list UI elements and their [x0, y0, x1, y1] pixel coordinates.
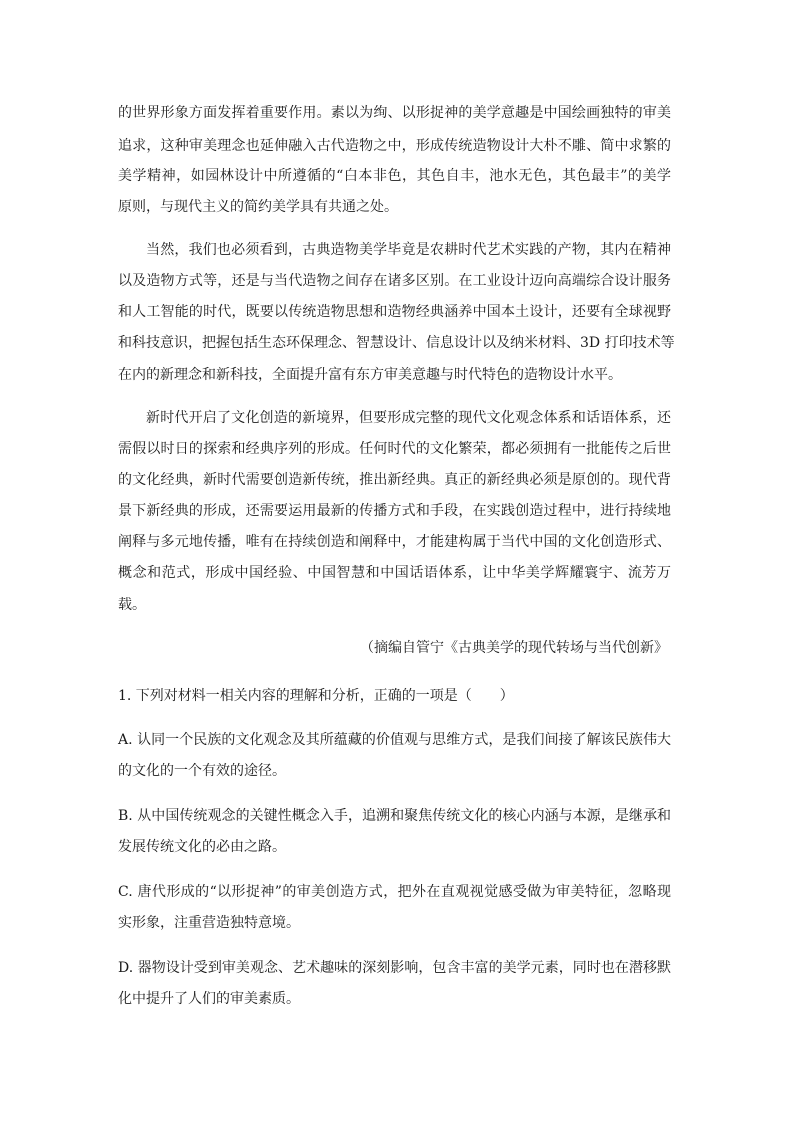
paragraph-2-line-4: 和科技意识，把握包括生态环保理念、智慧设计、信息设计以及纳米材料、3D 打印技术等: [118, 335, 675, 351]
paragraph-1-line-3: 美学精神，如园林设计中所遵循的“白本非色，其色自丰，池水无色，其色最丰”的美学: [118, 168, 671, 184]
paragraph-1-line-2: 追求，这种审美理念也延伸融入古代造物之中，形成传统造物设计大朴不雕、简中求繁的: [118, 138, 671, 154]
option-c-line-1: C. 唐代形成的“以形捉神”的审美创造方式，把外在直观视觉感受做为审美特征，忽略现: [118, 884, 671, 900]
option-d-line-2: 化中提升了人们的审美素质。: [118, 991, 300, 1007]
paragraph-3-line-4: 景下新经典的形成，还需要运用最新的传播方式和手段，在实践创造过程中，进行持续地: [118, 503, 671, 519]
option-a-line-2: 的文化的一个有效的途径。: [118, 763, 286, 779]
paragraph-3-line-1: 新时代开启了文化创造的新境界，但要形成完整的现代文化观念体系和话语体系，还: [146, 410, 671, 426]
paragraph-1-line-4: 原则，与现代主义的简约美学具有共通之处。: [118, 199, 398, 215]
paragraph-1-line-1: 的世界形象方面发挥着重要作用。素以为绚、以形捉神的美学意趣是中国绘画独特的审美: [118, 105, 671, 121]
paragraph-3-line-6: 概念和范式，形成中国经验、中国智慧和中国话语体系，让中华美学辉耀寰宇、流芳万: [118, 565, 671, 581]
option-d-line-1: D. 器物设计受到审美观念、艺术趣味的深刻影响，包含丰富的美学元素，同时也在潜移默: [118, 960, 671, 976]
paragraph-2-line-1: 当然，我们也必须看到，古典造物美学毕竟是农耕时代艺术实践的产物，其内在精神: [146, 242, 671, 258]
paragraph-3-line-5: 阐释与多元地传播，唯有在持续创造和阐释中，才能建构属于当代中国的文化创造形式、: [118, 534, 671, 550]
paragraph-3-line-7: 载。: [118, 597, 146, 613]
paragraph-2-line-3: 和人工智能的时代，既要以传统造物思想和造物经典涵养中国本土设计，还要有全球视野: [118, 304, 671, 320]
paragraph-3-line-3: 的文化经典，新时代需要创造新传统，推出新经典。真正的新经典必须是原创的。现代背: [118, 472, 671, 488]
paragraph-2-line-2: 以及造物方式等，还是与当代造物之间存在诸多区别。在工业设计迈向高端综合设计服务: [118, 273, 671, 289]
question-stem: 1. 下列对材料一相关内容的理解和分析，正确的一项是（ ）: [118, 688, 514, 704]
paragraph-3-line-2: 需假以时日的探索和经典序列的形成。任何时代的文化繁荣，都必须拥有一批能传之后世: [118, 441, 671, 457]
option-b-line-2: 发展传统文化的必由之路。: [118, 839, 286, 855]
paragraph-2-line-5: 在内的新理念和新科技，全面提升富有东方审美意趣与时代特色的造物设计水平。: [118, 367, 622, 383]
option-a-line-1: A. 认同一个民族的文化观念及其所蕴藏的价值观与思维方式，是我们间接了解该民族伟大: [118, 732, 671, 748]
source-citation: （摘编自管宁《古典美学的现代转场与当代创新》: [360, 640, 668, 656]
option-b-line-1: B. 从中国传统观念的关键性概念入手，追溯和聚焦传统文化的核心内涵与本源，是继承和: [118, 808, 671, 824]
option-c-line-2: 实形象，注重营造独特意境。: [118, 915, 300, 931]
